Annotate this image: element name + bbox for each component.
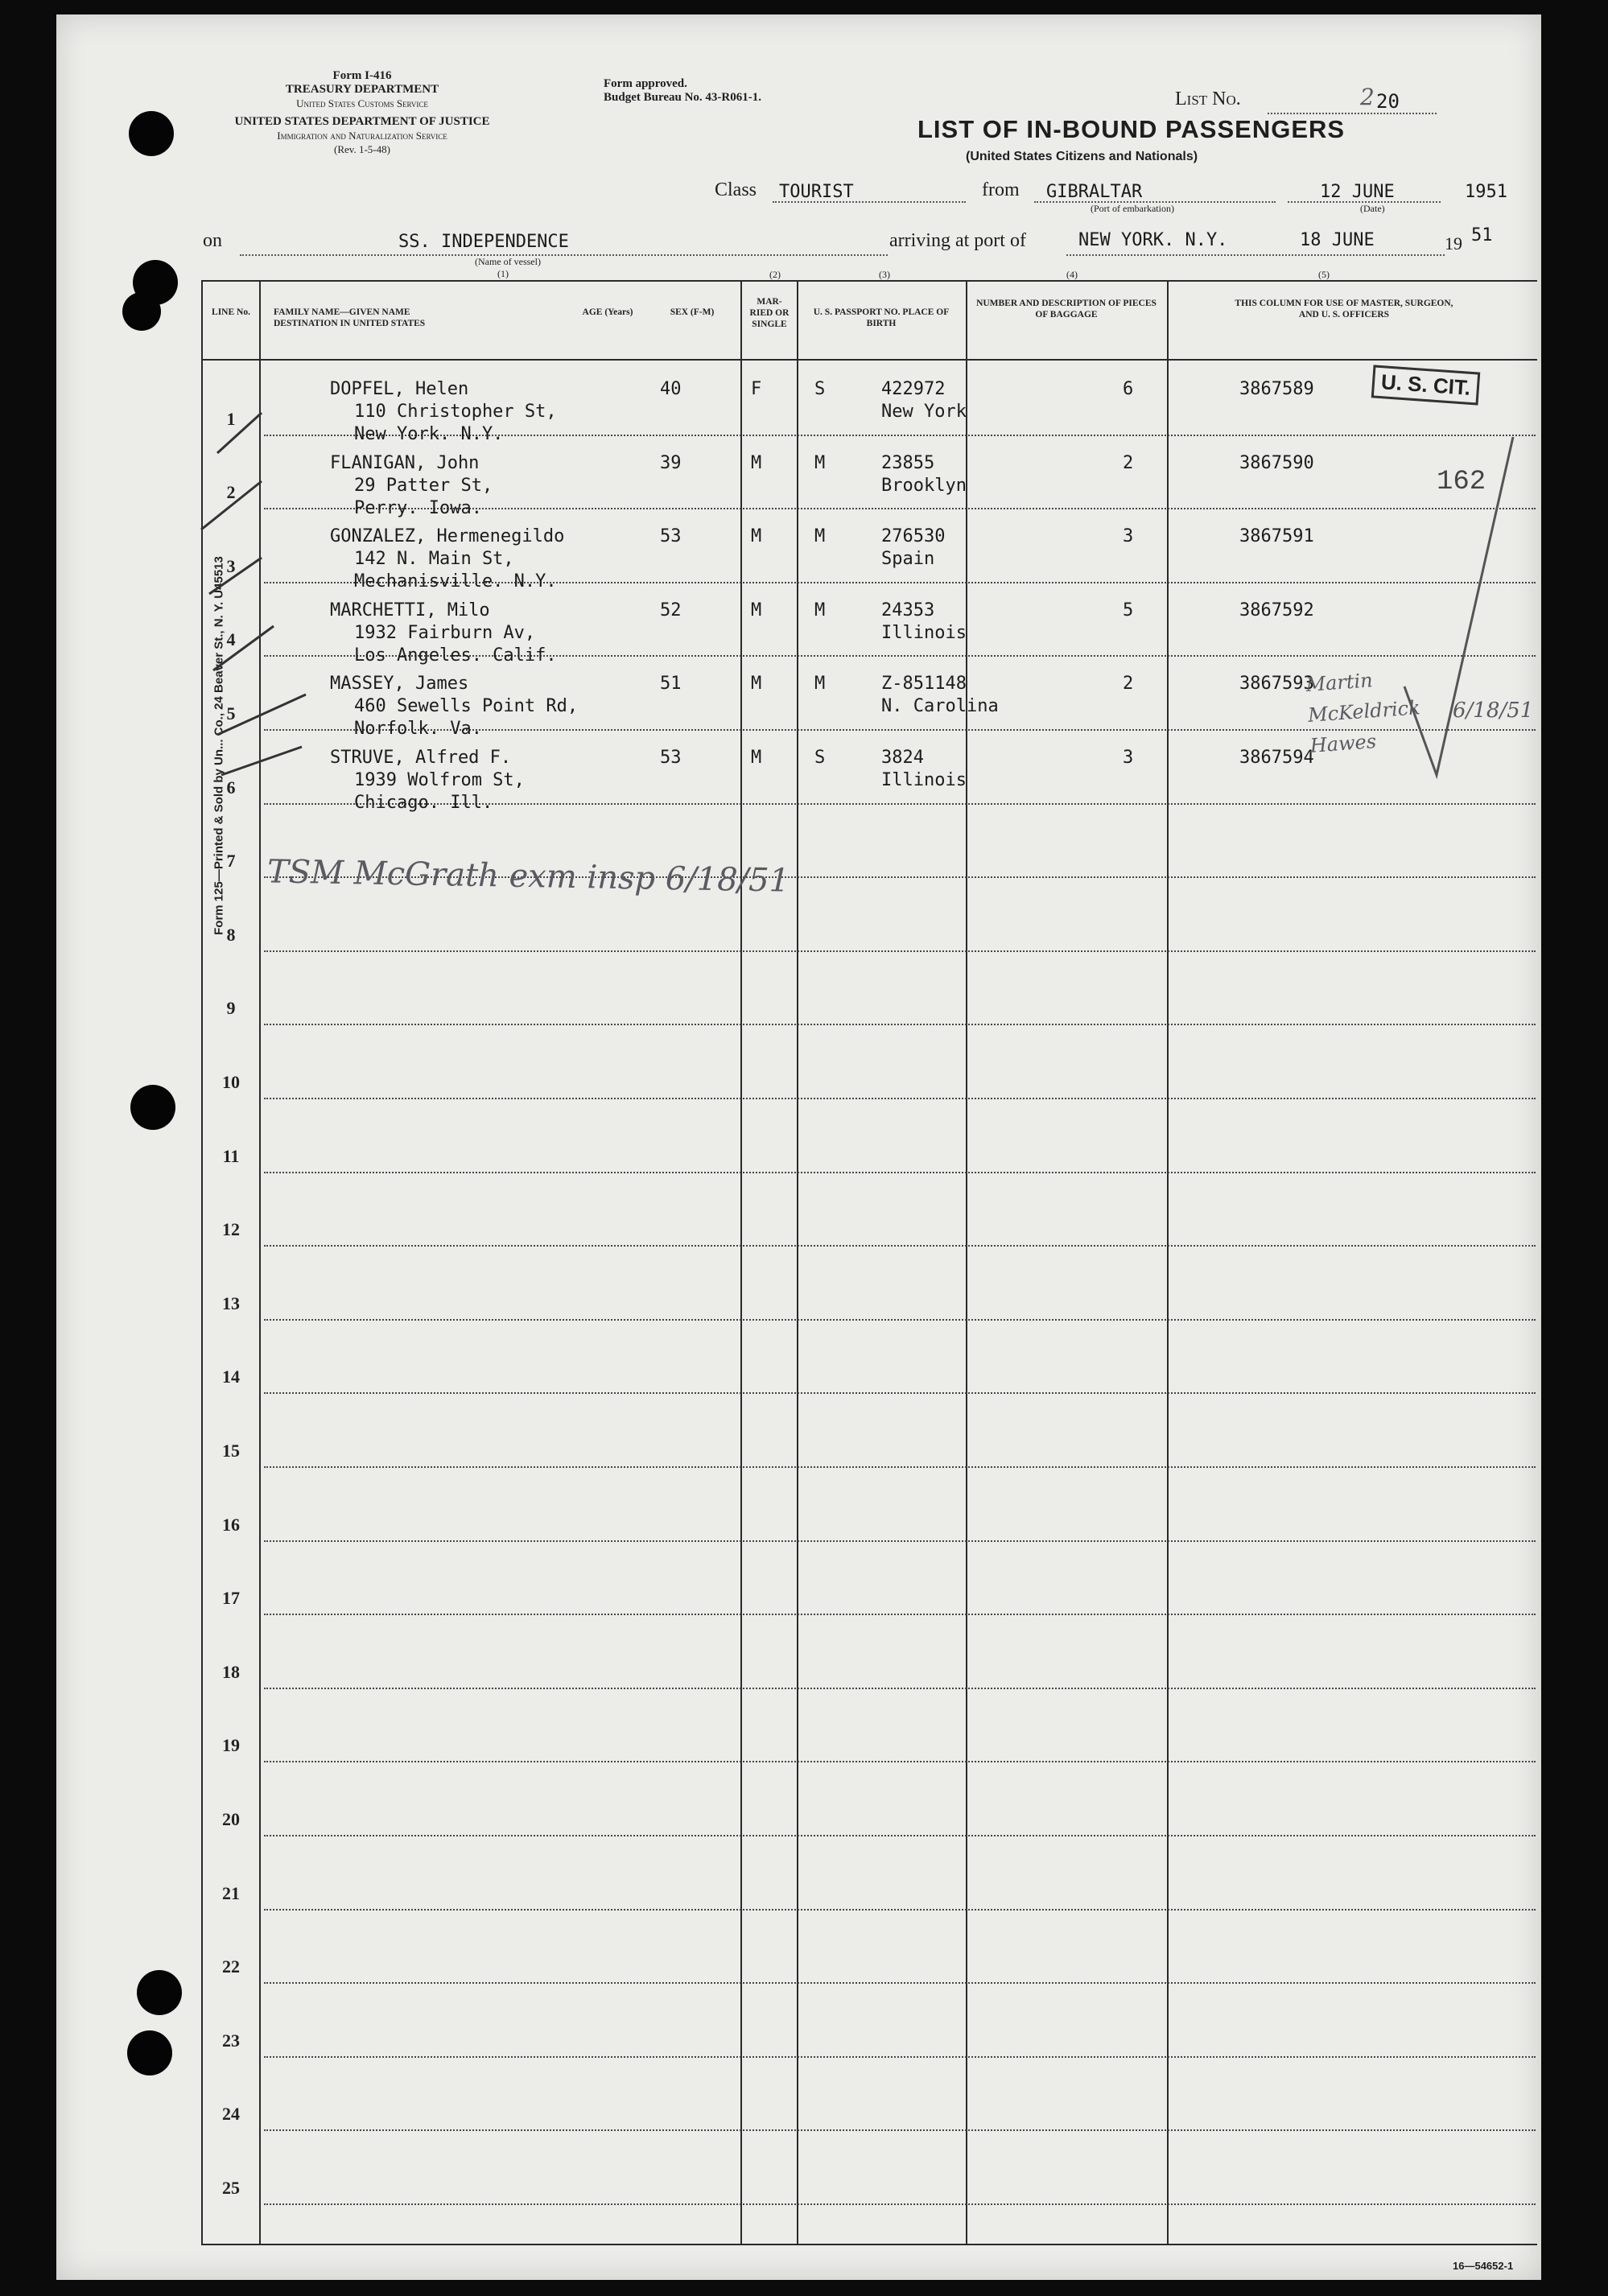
marital-cell: M — [814, 600, 826, 620]
row-dotted-line — [264, 1392, 1536, 1394]
punch-hole — [130, 1085, 175, 1130]
class-label: Class — [715, 179, 757, 200]
birthplace-cell: Illinois — [881, 770, 967, 790]
address-line-1: 1932 Fairburn Av, — [354, 622, 536, 643]
line-number: 23 — [222, 2030, 240, 2051]
col-divider-passport — [797, 280, 798, 2244]
us-citizen-stamp: U. S. CIT. — [1371, 365, 1481, 405]
budget-bureau: Budget Bureau No. 43-R061-1. — [604, 91, 761, 104]
address-line-2: Los Angeles. Calif. — [354, 645, 557, 666]
form-number: Form I-416 — [332, 69, 392, 82]
line-number: 4 — [226, 629, 236, 650]
row-dotted-line — [264, 1172, 1536, 1173]
age-cell: 52 — [660, 600, 682, 620]
table-bottom-border — [201, 2244, 1537, 2245]
baggage-cell: 2 — [1123, 674, 1134, 695]
header-officers: THIS COLUMN FOR USE OF MASTER, SURGEON, AND U. S. OFFICERS — [1235, 299, 1453, 319]
marital-cell: S — [814, 379, 826, 399]
class-value: TOURIST — [779, 182, 854, 202]
page-title: LIST OF IN-BOUND PASSENGERS — [917, 115, 1346, 143]
manifest-page — [56, 14, 1541, 2280]
punch-hole — [129, 111, 174, 156]
col-divider-officers — [1167, 280, 1169, 2244]
name-cell: FLANIGAN, John — [330, 452, 480, 473]
age-cell: 39 — [660, 452, 682, 473]
vessel-name: SS. INDEPENDENCE — [398, 232, 569, 252]
col-divider-baggage — [966, 280, 967, 2244]
age-cell: 51 — [660, 674, 682, 695]
line-number: 8 — [226, 924, 236, 945]
vessel-col-num: (1) — [497, 268, 509, 279]
form-approved: Form approved. — [604, 77, 687, 90]
customs-service: United States Customs Service — [296, 97, 428, 109]
header-married: MAR-RIED OR SINGLE — [749, 297, 790, 329]
age-cell: 53 — [660, 748, 682, 768]
officer-number-cell: 3867593 — [1239, 674, 1314, 695]
address-line-1: 1939 Wolfrom St, — [354, 770, 525, 790]
line-number: 7 — [226, 851, 236, 872]
line-number: 20 — [222, 1809, 240, 1829]
list-no-value: 20 — [1376, 90, 1400, 113]
date-caption: (Date) — [1360, 203, 1385, 214]
passport-cell: 24353 — [881, 600, 935, 620]
punch-hole — [127, 2030, 172, 2075]
line-number: 2 — [226, 482, 236, 503]
sex-cell: M — [751, 600, 762, 620]
passport-cell: 3824 — [881, 748, 924, 768]
line-number: 10 — [222, 1072, 240, 1092]
arriving-label: arriving at port of — [889, 230, 1026, 251]
arrival-date: 18 JUNE — [1300, 230, 1375, 250]
row-dotted-line — [264, 1982, 1536, 1984]
table-header-border — [201, 359, 1537, 361]
row-dotted-line — [264, 2056, 1536, 2058]
punch-hole — [122, 292, 161, 331]
line-number: 6 — [226, 777, 236, 798]
line-number: 5 — [226, 703, 236, 723]
name-cell: GONZALEZ, Hermenegildo — [330, 526, 565, 547]
from-label: from — [982, 179, 1020, 200]
baggage-cell: 3 — [1123, 748, 1134, 768]
row-dotted-line — [264, 1245, 1536, 1247]
line-number: 16 — [222, 1514, 240, 1535]
line-number: 22 — [222, 1956, 240, 1977]
age-cell: 53 — [660, 526, 682, 547]
address-line-1: 110 Christopher St, — [354, 402, 557, 422]
approval-block — [604, 77, 797, 105]
passport-cell: 276530 — [881, 526, 946, 547]
passport-cell: Z-851148 — [881, 674, 967, 695]
officer-number-cell: 3867589 — [1239, 379, 1314, 399]
col-divider-married — [740, 280, 742, 2244]
passport-cell: 422972 — [881, 379, 946, 399]
line-number: 15 — [222, 1441, 240, 1461]
punch-hole — [137, 1970, 182, 2015]
officer-number-cell: 3867590 — [1239, 452, 1314, 473]
depart-date: 12 JUNE — [1320, 182, 1395, 202]
line-number: 24 — [222, 2104, 240, 2125]
header-sex: SEX (F-M) — [670, 307, 715, 317]
row-dotted-line — [264, 1319, 1536, 1321]
name-cell: STRUVE, Alfred F. — [330, 748, 512, 768]
baggage-cell: 5 — [1123, 600, 1134, 620]
birthplace-cell: N. Carolina — [881, 696, 999, 717]
header-passport: U. S. PASSPORT NO. PLACE OF BIRTH — [813, 307, 950, 328]
ins-service: Immigration and Naturalization Service — [277, 130, 447, 142]
sex-cell: M — [751, 748, 762, 768]
line-number: 13 — [222, 1292, 240, 1313]
line-number: 14 — [222, 1366, 240, 1387]
row-dotted-line — [264, 2203, 1536, 2205]
list-no-label: List No. — [1175, 89, 1241, 109]
row-dotted-line — [264, 1024, 1536, 1025]
address-line-2: Mechanisville. N.Y. — [354, 571, 557, 592]
on-label: on — [203, 230, 222, 251]
row-dotted-line — [264, 1835, 1536, 1836]
col-num-2: (2) — [769, 269, 781, 280]
birthplace-cell: Spain — [881, 549, 935, 570]
address-line-1: 29 Patter St, — [354, 475, 493, 496]
officer-number-cell: 3867594 — [1239, 748, 1314, 768]
officer-signature: Martin McKeldrick Hawes — [1305, 669, 1421, 757]
depart-year: 1951 — [1465, 182, 1507, 202]
baggage-cell: 6 — [1123, 379, 1134, 399]
list-no-handwritten: 2 — [1360, 84, 1375, 110]
line-number: 25 — [222, 2178, 240, 2198]
revision: (Rev. 1-5-48) — [334, 143, 390, 155]
row-dotted-line — [264, 1909, 1536, 1911]
name-cell: DOPFEL, Helen — [330, 379, 469, 399]
line-number: 3 — [226, 555, 236, 576]
port-line — [1066, 254, 1445, 256]
sex-cell: M — [751, 526, 762, 547]
page-subtitle: (United States Citizens and Nationals) — [966, 150, 1198, 163]
arrival-port: NEW YORK. N.Y. — [1078, 230, 1228, 250]
address-line-2: Perry. Iowa. — [354, 497, 482, 518]
from-value: GIBRALTAR — [1046, 182, 1143, 202]
birthplace-cell: Illinois — [881, 622, 967, 643]
address-line-1: 142 N. Main St, — [354, 549, 514, 570]
row-dotted-line — [264, 1098, 1536, 1099]
address-line-2: New York. N.Y. — [354, 424, 504, 444]
age-cell: 40 — [660, 379, 682, 399]
line-number: 21 — [222, 1882, 240, 1903]
line-number: 9 — [226, 998, 236, 1019]
address-line-2: Norfolk. Va. — [354, 719, 482, 740]
line-number: 12 — [222, 1219, 240, 1240]
line-number: 19 — [222, 1735, 240, 1756]
printer-imprint: Form 125—Printed & Sold by Un... Co., 24 Beaver St., N. Y. U45513 — [212, 556, 226, 935]
marital-cell: M — [814, 526, 826, 547]
header-name: FAMILY NAME—GIVEN NAME DESTINATION IN UNITED STATES — [274, 307, 426, 328]
table-top-border — [201, 280, 1537, 282]
marital-cell: S — [814, 748, 826, 768]
vessel-caption: (Name of vessel) — [475, 256, 541, 267]
sex-cell: M — [751, 452, 762, 473]
check-mark-icon — [1392, 421, 1521, 791]
stamp-number: 162 — [1437, 467, 1486, 497]
arrival-year: 51 — [1471, 225, 1493, 245]
col-num-3: (3) — [879, 269, 890, 280]
line-number: 18 — [222, 1661, 240, 1682]
row-dotted-line — [264, 1688, 1536, 1689]
arrival-year-prefix: 19 — [1445, 233, 1462, 254]
name-cell: MASSEY, James — [330, 674, 469, 695]
birthplace-cell: New York — [881, 402, 967, 422]
officer-number-cell: 3867592 — [1239, 600, 1314, 620]
name-cell: MARCHETTI, Milo — [330, 600, 490, 620]
col-num-4: (4) — [1066, 269, 1078, 280]
marital-cell: M — [814, 452, 826, 473]
footer-code: 16—54652-1 — [1453, 2260, 1514, 2272]
row-dotted-line — [264, 1614, 1536, 1615]
treasury-dept: TREASURY DEPARTMENT — [285, 83, 439, 96]
row-dotted-line — [264, 1540, 1536, 1542]
row-dotted-line — [264, 950, 1536, 952]
officer-sign-date: 6/18/51 — [1453, 699, 1534, 723]
passport-cell: 23855 — [881, 452, 935, 473]
line-tick-marks — [185, 397, 354, 815]
row-dotted-line — [264, 1761, 1536, 1762]
baggage-cell: 3 — [1123, 526, 1134, 547]
row-dotted-line — [264, 2129, 1536, 2131]
embark-caption: (Port of embarkation) — [1091, 203, 1174, 214]
sex-cell: M — [751, 674, 762, 695]
baggage-cell: 2 — [1123, 452, 1134, 473]
header-age: AGE (Years) — [582, 307, 633, 317]
vessel-line — [240, 254, 888, 256]
sex-cell: F — [751, 379, 762, 399]
justice-dept: UNITED STATES DEPARTMENT OF JUSTICE — [234, 115, 490, 128]
header-line-no: LINE No. — [212, 307, 250, 317]
agency-header — [193, 69, 531, 156]
line-number: 1 — [226, 408, 236, 429]
address-line-1: 460 Sewells Point Rd, — [354, 696, 579, 717]
marital-cell: M — [814, 674, 826, 695]
officer-number-cell: 3867591 — [1239, 526, 1314, 547]
list-no-line — [1268, 113, 1437, 114]
row-dotted-line — [264, 1466, 1536, 1468]
address-line-2: Chicago. Ill. — [354, 793, 493, 813]
birthplace-cell: Brooklyn — [881, 475, 967, 496]
line-number: 17 — [222, 1588, 240, 1609]
header-baggage: NUMBER AND DESCRIPTION OF PIECES OF BAGGAGE — [976, 299, 1157, 319]
inspector-note: TSM McGrath exm insp 6/18/51 — [266, 853, 790, 900]
line-number: 11 — [222, 1145, 240, 1166]
col-num-5: (5) — [1318, 269, 1330, 280]
